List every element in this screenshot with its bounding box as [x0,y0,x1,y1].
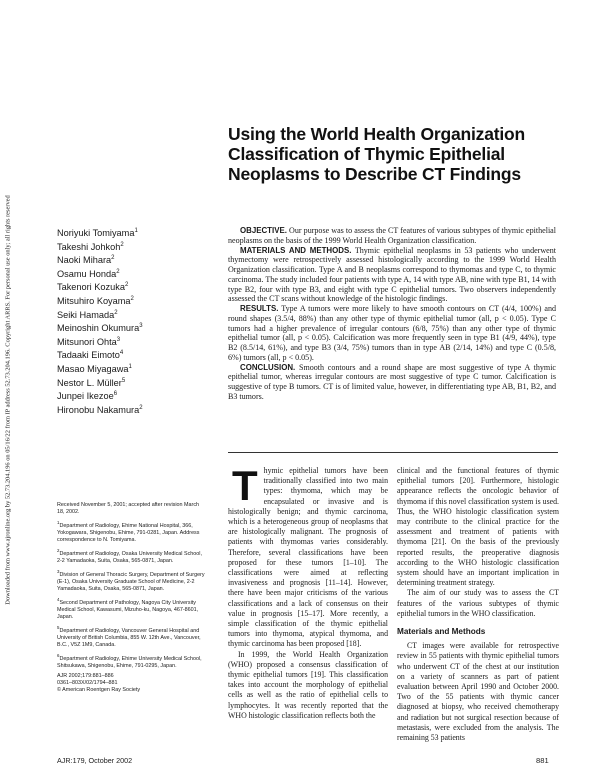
author-name: Masao Miyagawa$^1$ [57,364,132,375]
page-number: 881 [536,756,549,765]
citation: AJR 2002;179:881–886 [57,672,114,679]
author-name: Junpei Ikezoe$^6$ [57,391,118,402]
author-list [57,226,207,417]
author-name: Noriyuki Tomiyama$^1$ [57,228,138,239]
intro-paragraph-1: Thymic epithelial tumors have been traditionally classified into two main types: thymoma, which may be encapsulated or invasive and is histologically benign; and thymic carcinoma, which is a heterogeneous group of neoplasms that are histologically malignant. The prognosis of patients with thymomas varies considerably. Therefore, several classifications have been proposed for these tumors [1–10]. The classifications were aimed at reflecting invasiveness and prognosis [11–14]. However, there have been major criticisms of the various classifications and a lack of consensus on their value in prognosis [15–17]. More recently, a simple classification of the thymic epithelial tumors into thymoma, atypical thymoma, and thymic carcinoma has been proposed [18]. [228,462,388,649]
author-name: Seiki Hamada$^2$ [57,309,118,320]
author-name: Takenori Kozuka$^2$ [57,282,129,293]
drop-cap: T [232,462,258,509]
affiliation-5: $^5$Department of Radiology, Vancouver General Hospital and University of British Columbia, 855 W. 12th Ave., Vancouver, B.C., V5Z 1M9, Canada. [57,624,201,648]
abstract-objective: OBJECTIVE. Our purpose was to assess the CT features of various subtypes of thymic epithelial neoplasms on the basis of the 1999 World Health Organization classification. [228,226,556,245]
conclusion-heading: CONCLUSION. [240,362,296,372]
article-title: Using the World Health Organization Classification of Thymic Epithelial Neoplasms to Describe CT Findings [228,124,525,184]
abstract [228,226,556,402]
author-name: Takeshi Johkoh$^2$ [57,241,124,252]
results-heading: RESULTS. [240,304,279,313]
article-footnotes [57,502,205,697]
author-name: Hironobu Nakamura$^2$ [57,404,143,415]
received-dates: Received November 5, 2001; accepted after revision March 18, 2002. [57,502,200,516]
section-divider [228,452,558,453]
affiliation-3: $^3$Division of General Thoracic Surgery, Department of Surgery (E-1), Osaka University Graduate School of Medicine, 2-2 Yamadaoka, Suita, Osaka, 565-0871, Japan. [57,568,205,592]
intro-paragraph-2: In 1999, the World Health Organization (WHO) proposed a consensus classification of thymic epithelial tumors [19]. This classification takes into account the morphology of epithelial cells as well as the ratio of epithelial cells to lymphocytes. It was recently reported that the WHO histologic classification reflects both the [228,649,388,720]
author-name: Naoki Mihara$^2$ [57,255,115,266]
body-column-right [397,466,559,743]
methods-heading: MATERIALS AND METHODS. [240,245,352,255]
intro-paragraph-3: clinical and the functional features of thymic epithelial tumors [20]. Furthermore, histologic appearance reflects the oncologic behavior of thymoma if this novel classification system is used. Thus, the WHO histologic classification system may contribute to the clinical practice for the assessment and treatment of patients with thymoma [21]. On the basis of the previously reported results, the preoperative diagnosis according to the WHO histologic classification system should have an important implication in determining treatment strategy. [397,466,559,588]
journal-footer: AJR:179, October 2002 [57,756,133,765]
abstract-methods: MATERIALS AND METHODS. Thymic epithelial neoplasms in 53 patients who underwent thymectomy were retrospectively assessed histologically according to the 1999 World Health Organization classification. Type A and B neoplasms correspond to thymomas and type C, to thymic carcinoma. The study included four patients with type A, 14 with type AB, nine with type B1, 14 with type B2, four with type B3, and eight with type C epithelial tumors. Two observers independently assessed the CT scans without knowledge of the histologic findings. [228,245,556,304]
affiliation-2: $^2$Department of Radiology, Osaka University Medical School, 2-2 Yamadaoka, Suita, Osaka, 565-0871, Japan. [57,548,202,564]
copyright: © American Roentgen Ray Society [57,686,141,693]
affiliation-6: $^6$Department of Radiology, Ehime University Medical School, Shitsukawa, Shigenobu, Ehime, 791-0295, Japan. [57,652,202,669]
download-notice: Downloaded from www.ajronline.org by 52.73.204.196 on 05/16/22 from IP address 52.73.204.196. Copyright ARRS. For personal use only; all rights reserved [4,195,12,605]
abstract-conclusion: CONCLUSION. Smooth contours and a round shape are most suggestive of type A thymic epithelial tumor, whereas irregular contours are most suggestive of type C tumor. Calcification is suggestive of type B tumors. CT is of limited value, however, in differentiating type AB, B1, B2, and B3 tumors. [228,362,557,401]
affiliation-4: $^4$Second Department of Pathology, Nagoya City University Medical School, Kawasumi, Mizuho-ku, Nagoya, 467-8601, Japan. [57,596,199,620]
author-name: Mitsuhiro Koyama$^2$ [57,296,134,307]
methods-section-heading: Materials and Methods [397,627,486,637]
author-name: Meinoshin Okumura$^3$ [57,323,143,334]
author-name: Tadaaki Eimoto$^4$ [57,350,124,361]
body-column-left [228,462,388,721]
author-name: Mitsunori Ohta$^3$ [57,336,121,347]
abstract-results: RESULTS. Type A tumors were more likely to have smooth contours on CT (4/4, 100%) and round shapes (3.5/4, 88%) than any other type of thymic epithelial tumor (all, p < 0.05). Type C tumors had a higher prevalence of irregular contours (6/8, 75%) than any other type of thymic epithelial tumor (all, p < 0.05). Calcification was more frequently seen in type B1 (4/9, 44%), type B2 (8.5/14, 61%), and type B3 (3/4, 75%) tumors than in type AB (2/14, 14%) and type C (0.5/8, 6%) tumors (all, p < 0.05). [228,304,556,362]
issn: 0361–803X/02/1794–881 [57,679,118,686]
methods-paragraph-1: CT images were available for retrospective review in 55 patients with thymic epithelial tumors who underwent CT of the chest at our institution on a variety of scanners as part of patient evaluation between April 1990 and October 2000. Two of the 55 patients with thymic cancer diagnosed at biopsy, who received chemotherapy and radiation but not surgical resection because of metastasis, were excluded from the analysis. The remaining 53 patients [397,641,559,743]
objective-heading: OBJECTIVE. [240,226,287,235]
author-name: Nestor L. Müller$^5$ [57,377,126,388]
affiliation-1: $^1$Department of Radiology, Ehime National Hospital, 366, Yokogawara, Shigenobu, Ehime, 791-0281, Japan. Address correspondence to N. Tomiyama. [57,520,200,543]
intro-paragraph-4: The aim of our study was to assess the CT features of the various subtypes of thymic epithelial tumors in the WHO classification. [397,588,559,618]
author-name: Osamu Honda$^2$ [57,268,120,279]
download-watermark [0,0,16,776]
